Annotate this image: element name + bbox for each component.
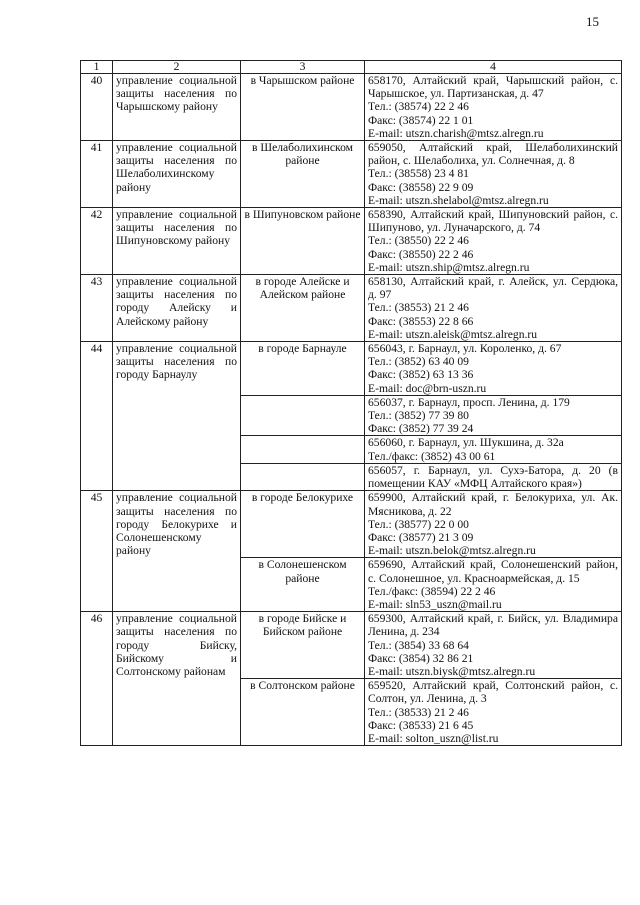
address-line: 656060, г. Барнаул, ул. Шукшина, д. 32а — [368, 436, 564, 450]
office-location: в городе Барнауле — [241, 342, 365, 396]
row-number: 40 — [81, 74, 113, 141]
contact-info — [365, 491, 622, 558]
address-line: 658390, Алтайский край, Шипуновский район, с. Шипуново, ул. Луначарского, д. 74 — [368, 208, 618, 235]
address-line: 659690, Алтайский край, Солонешенский район, с. Солонешное, ул. Красноармейская, д. 15 — [368, 558, 618, 585]
address-line: 658170, Алтайский край, Чарышский район, с. Чарышское, ул. Партизанская, д. 47 — [368, 74, 618, 101]
organization-name-text: управление социальной защиты населения по городу Алейску и Алейскому району — [116, 275, 237, 328]
office-location: в городе Бийске и Бийском районе — [241, 612, 365, 679]
row-number: 44 — [81, 342, 113, 491]
fax-line: Факс: (3852) 63 13 36 — [368, 368, 474, 382]
office-location — [241, 436, 365, 463]
phone-line: Тел.: (38550) 22 2 46 — [368, 234, 469, 248]
address-line: 658130, Алтайский край, г. Алейск, ул. Сердюка, д. 97 — [368, 275, 618, 302]
contact-info — [365, 558, 622, 612]
table-row — [81, 208, 622, 275]
contact-info — [365, 74, 622, 141]
office-location: в Шипуновском районе — [241, 208, 365, 275]
contact-info — [365, 612, 622, 679]
office-location: в городе Алейске и Алейском районе — [241, 275, 365, 342]
office-location: в Солонешенском районе — [241, 558, 365, 612]
phone-line: Тел.: (3852) 63 40 09 — [368, 355, 469, 369]
page-number: 15 — [586, 14, 599, 29]
row-number: 46 — [81, 612, 113, 746]
email-line: E-mail: utszn.charish@mtsz.alregn.ru — [368, 126, 544, 140]
fax-line: Факс: (38533) 21 6 45 — [368, 718, 474, 732]
address-line: 659300, Алтайский край, г. Бийск, ул. Владимира Ленина, д. 234 — [368, 612, 618, 639]
address-line: 656037, г. Барнаул, просп. Ленина, д. 179 — [368, 395, 570, 409]
fax-line: Факс: (38553) 22 8 66 — [368, 314, 474, 328]
contact-info — [365, 208, 622, 275]
fax-line: Факс: (3852) 77 39 24 — [368, 422, 474, 436]
address-line: 659050, Алтайский край, Шелаболихинский район, с. Шелаболиха, ул. Солнечная, д. 8 — [368, 141, 618, 168]
phone-line: Тел.: (38574) 22 2 46 — [368, 100, 469, 114]
address-line: 656043, г. Барнаул, ул. Короленко, д. 67 — [368, 342, 562, 356]
email-line: E-mail: sln53_uszn@mail.ru — [368, 597, 502, 611]
contact-info — [365, 275, 622, 342]
phone-line: Тел.: (38553) 21 2 46 — [368, 301, 469, 315]
fax-line: Факс: (3854) 32 86 21 — [368, 651, 474, 665]
column-header: 1 — [81, 61, 113, 74]
address-line: 659900, Алтайский край, г. Белокуриха, ул. Ак. Мясникова, д. 22 — [368, 491, 618, 518]
organization-name — [113, 342, 241, 491]
phone-line: Тел./факс: (38594) 22 2 46 — [368, 584, 496, 598]
organization-name-text: управление социальной защиты населения по Шипуновскому району — [116, 208, 237, 248]
contact-info — [365, 395, 622, 436]
row-number: 41 — [81, 141, 113, 208]
column-header: 2 — [113, 61, 241, 74]
organization-name — [113, 275, 241, 342]
contact-info — [365, 679, 622, 746]
table-row — [81, 491, 622, 558]
email-line: E-mail: utszn.ship@mtsz.alregn.ru — [368, 260, 530, 274]
office-location: в Чарышском районе — [241, 74, 365, 141]
phone-line: Тел./факс: (3852) 43 00 61 — [368, 449, 496, 463]
table-row — [81, 342, 622, 396]
table-body — [81, 74, 622, 746]
phone-line: Тел.: (3852) 77 39 80 — [368, 409, 469, 423]
contact-info — [365, 342, 622, 396]
row-number: 45 — [81, 491, 113, 612]
phone-line: Тел.: (38533) 21 2 46 — [368, 705, 469, 719]
office-location: в городе Белокурихе — [241, 491, 365, 558]
fax-line: Факс: (38550) 22 2 46 — [368, 247, 474, 261]
contact-info — [365, 141, 622, 208]
departments-table — [80, 60, 622, 746]
organization-name-text: управление социальной защиты населения по городу Белокурихе и Солонешенскому району — [116, 491, 237, 558]
organization-name-text: управление социальной защиты населения по Чарышскому району — [116, 74, 237, 114]
organization-name-text: управление социальной защиты населения по городу Барнаулу — [116, 342, 237, 382]
organization-name — [113, 74, 241, 141]
column-header: 4 — [365, 61, 622, 74]
fax-line: Факс: (38574) 22 1 01 — [368, 113, 474, 127]
table-row — [81, 74, 622, 141]
office-location — [241, 463, 365, 490]
email-line: E-mail: solton_uszn@list.ru — [368, 731, 499, 745]
organization-name — [113, 612, 241, 746]
phone-line: Тел.: (3854) 33 68 64 — [368, 638, 469, 652]
phone-line: Тел.: (38577) 22 0 00 — [368, 517, 469, 531]
organization-name — [113, 208, 241, 275]
address-line: 656057, г. Барнаул, ул. Сухэ-Батора, д. 20 (в помещении КАУ «МФЦ Алтайского края») — [368, 463, 618, 491]
phone-line: Тел.: (38558) 23 4 81 — [368, 167, 469, 181]
office-location: в Шелаболихинском районе — [241, 141, 365, 208]
email-line: E-mail: utszn.aleisk@mtsz.alregn.ru — [368, 327, 538, 341]
organization-name — [113, 141, 241, 208]
email-line: E-mail: utszn.biysk@mtsz.alregn.ru — [368, 664, 536, 678]
office-location: в Солтонском районе — [241, 679, 365, 746]
email-line: E-mail: doc@brn-uszn.ru — [368, 381, 487, 395]
table-row — [81, 275, 622, 342]
office-location — [241, 395, 365, 436]
table-row — [81, 612, 622, 679]
column-header: 3 — [241, 61, 365, 74]
email-line: E-mail: utszn.belok@mtsz.alregn.ru — [368, 544, 536, 558]
row-number: 43 — [81, 275, 113, 342]
address-line: 659520, Алтайский край, Солтонский район, с. Солтон, ул. Ленина, д. 3 — [368, 679, 618, 706]
organization-name-text: управление социальной защиты населения по городу Бийску, Бийскому и Солтонскому районам — [116, 612, 237, 678]
contact-info — [365, 463, 622, 490]
organization-name-text: управление социальной защиты населения по Шелаболихинскому району — [116, 141, 237, 194]
column-number-row — [81, 61, 622, 74]
table-row — [81, 141, 622, 208]
fax-line: Факс: (38558) 22 9 09 — [368, 180, 474, 194]
email-line: E-mail: utszn.shelabol@mtsz.alregn.ru — [368, 193, 549, 207]
fax-line: Факс: (38577) 21 3 09 — [368, 530, 474, 544]
row-number: 42 — [81, 208, 113, 275]
organization-name — [113, 491, 241, 612]
contact-info — [365, 436, 622, 463]
